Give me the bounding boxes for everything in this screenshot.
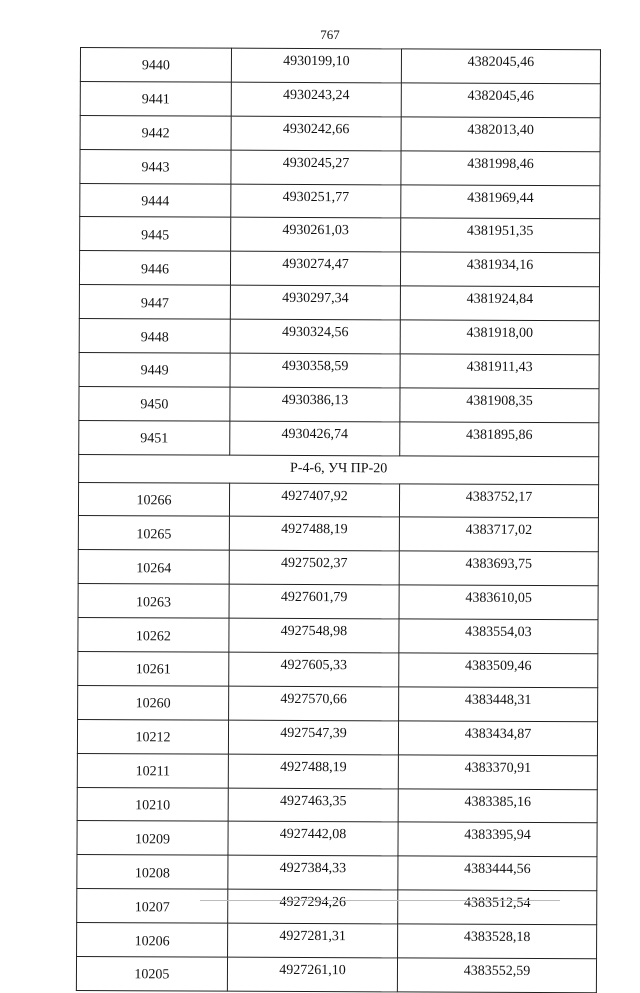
coordinate-y-cell: 4383395,94 [398,822,597,857]
coordinate-y-cell: 4383434,87 [398,721,597,756]
coordinates-table-body [76,48,600,993]
coordinate-y-cell: 4383370,91 [398,755,597,790]
coordinate-y-cell: 4381918,00 [400,320,599,355]
point-number-cell: 9444 [80,183,231,218]
coordinate-x-cell: 4927384,33 [228,856,398,891]
coordinate-x-cell: 4927261,10 [227,957,397,992]
point-number-cell: 10260 [78,685,229,720]
table-row [78,618,598,654]
coordinate-y-cell: 4383512,54 [398,890,597,925]
coordinate-x-cell: 4927488,19 [229,517,399,552]
coordinate-y-cell: 4383385,16 [398,788,597,823]
table-row [80,217,600,253]
table-row [77,753,597,789]
coordinate-x-cell: 4927570,66 [229,686,399,721]
coordinate-x-cell: 4927463,35 [228,788,398,823]
coordinate-y-cell: 4383509,46 [399,653,598,688]
coordinate-y-cell: 4383610,05 [399,585,598,620]
point-number-cell: 10206 [77,923,228,958]
point-number-cell: 9441 [80,81,231,116]
coordinate-x-cell: 4927605,33 [229,652,399,687]
coordinate-y-cell: 4381934,16 [400,252,599,287]
coordinate-y-cell: 4381998,46 [401,151,600,186]
coordinate-x-cell: 4927547,39 [228,720,398,755]
coordinate-x-cell: 4930274,47 [230,252,400,287]
coordinate-y-cell: 4383554,03 [399,619,598,654]
table-row [77,889,597,925]
coordinate-y-cell: 4381895,86 [400,422,599,457]
point-number-cell: 10207 [77,889,228,924]
table-row [80,115,600,151]
coordinate-x-cell: 4930426,74 [230,421,400,456]
point-number-cell: 9442 [80,115,231,150]
point-number-cell: 10261 [78,652,229,687]
section-row [79,454,599,484]
coordinate-x-cell: 4930324,56 [230,319,400,354]
coordinate-x-cell: 4927488,19 [228,754,398,789]
point-number-cell: 10266 [78,482,229,517]
coordinate-y-cell: 4381969,44 [401,184,600,219]
coordinate-x-cell: 4927548,98 [229,618,399,653]
point-number-cell: 9446 [79,251,230,286]
coordinate-x-cell: 4930261,03 [231,218,401,253]
table-row [79,420,599,456]
point-number-cell: 10209 [77,821,228,856]
table-row [78,584,598,620]
table-row [79,386,599,422]
coordinate-x-cell: 4927442,08 [228,822,398,857]
point-number-cell: 9448 [79,319,230,354]
table-row [77,923,597,959]
table-row [78,482,598,518]
table-row [78,685,598,721]
coordinate-x-cell: 4930251,77 [231,184,401,219]
coordinate-y-cell: 4383717,02 [399,517,598,552]
coordinate-y-cell: 4383693,75 [399,551,598,586]
coordinate-x-cell: 4930199,10 [231,48,401,83]
coordinate-x-cell: 4927281,31 [228,923,398,958]
table-row [76,957,596,993]
table-row [77,787,597,823]
coordinate-x-cell: 4930243,24 [231,82,401,117]
coordinate-x-cell: 4927407,92 [229,483,399,518]
point-number-cell: 10208 [77,855,228,890]
table-row [78,652,598,688]
point-number-cell: 9451 [79,420,230,455]
coordinate-y-cell: 4383444,56 [398,856,597,891]
table-row [79,353,599,389]
bottom-divider [200,900,560,901]
table-row [78,550,598,586]
table-row [79,285,599,321]
coordinates-table [76,47,601,993]
coordinate-x-cell: 4930297,34 [230,285,400,320]
table-row [77,719,597,755]
coordinate-x-cell: 4927294,26 [228,889,398,924]
coordinate-x-cell: 4927601,79 [229,584,399,619]
point-number-cell: 10263 [78,584,229,619]
point-number-cell: 10262 [78,618,229,653]
point-number-cell: 9440 [80,48,231,83]
table-row [77,855,597,891]
coordinate-y-cell: 4382045,46 [401,49,600,84]
coordinate-y-cell: 4383752,17 [399,483,598,518]
table-row [79,251,599,287]
coordinate-y-cell: 4383448,31 [399,687,598,722]
coordinate-y-cell: 4381924,84 [400,286,599,321]
coordinate-x-cell: 4930245,27 [231,150,401,185]
table-row [80,48,600,84]
coordinate-x-cell: 4930386,13 [230,387,400,422]
coordinate-y-cell: 4383552,59 [397,958,596,993]
point-number-cell: 9443 [80,149,231,184]
point-number-cell: 10210 [77,787,228,822]
page-number: 767 [320,27,340,42]
table-row [78,516,598,552]
coordinate-y-cell: 4382045,46 [401,83,600,118]
coordinate-y-cell: 4381951,35 [401,218,600,253]
table-row [80,149,600,185]
coordinate-x-cell: 4927502,37 [229,551,399,586]
point-number-cell: 10211 [77,753,228,788]
point-number-cell: 9450 [79,386,230,421]
section-title: Р-4-6, УЧ ПР-20 [79,454,599,484]
point-number-cell: 10265 [78,516,229,551]
point-number-cell: 10212 [77,719,228,754]
table-row [79,319,599,355]
coordinate-x-cell: 4930358,59 [230,353,400,388]
coordinate-y-cell: 4381908,35 [400,388,599,423]
point-number-cell: 10205 [76,957,227,992]
point-number-cell: 9445 [80,217,231,252]
point-number-cell: 9447 [79,285,230,320]
table-row [77,821,597,857]
coordinate-y-cell: 4383528,18 [398,924,597,959]
point-number-cell: 10264 [78,550,229,585]
table-row [80,81,600,117]
table-row [80,183,600,219]
coordinate-y-cell: 4381911,43 [400,354,599,389]
coordinate-x-cell: 4930242,66 [231,116,401,151]
coordinate-y-cell: 4382013,40 [401,117,600,152]
point-number-cell: 9449 [79,353,230,388]
